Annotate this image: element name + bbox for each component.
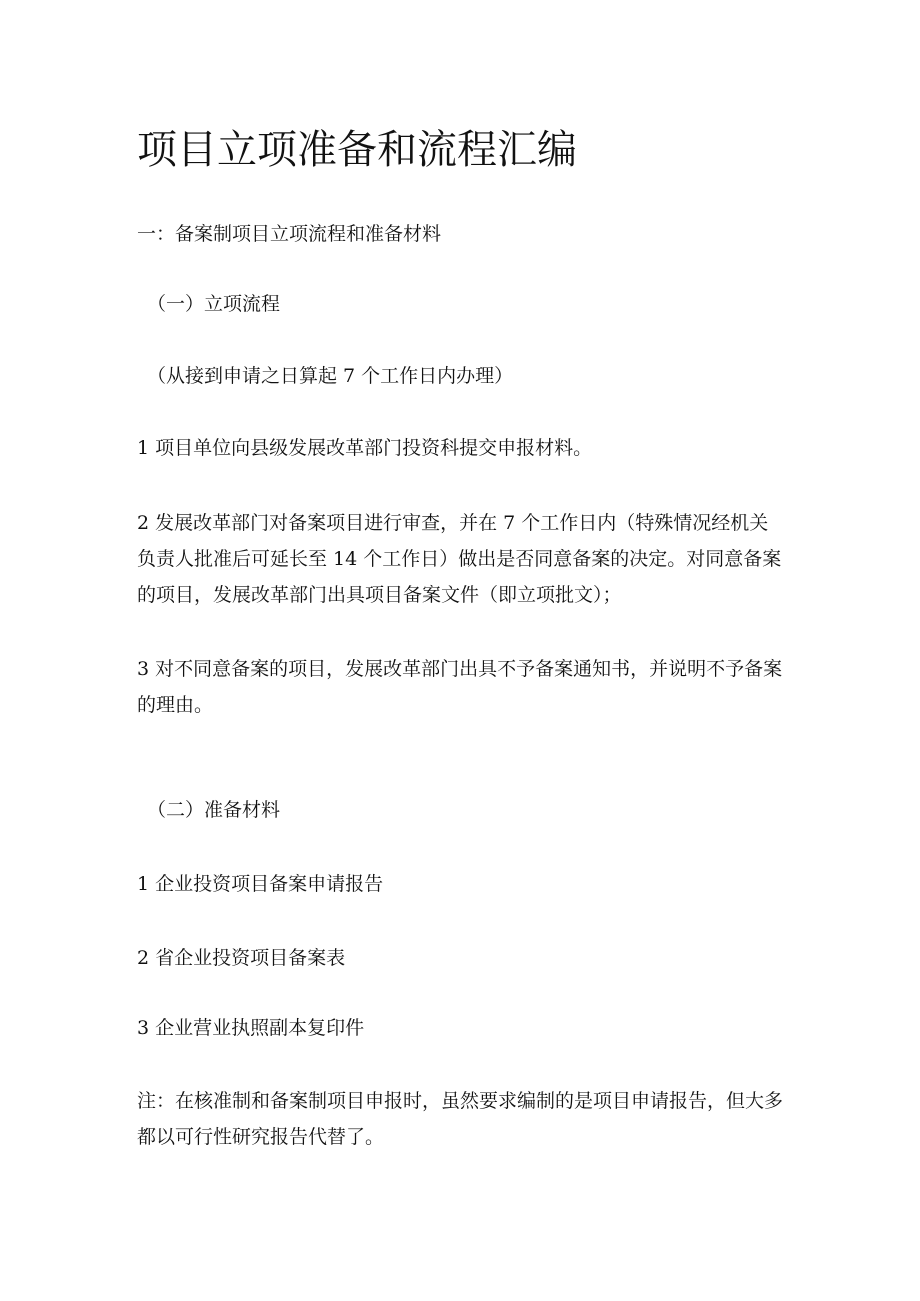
subsection-heading-process: （一）立项流程 [147,293,281,315]
process-step-2: 2 发展改革部门对备案项目进行审查，并在 7 个工作日内（特殊情况经机关负责人批准后可延长至 14 个工作日）做出是否同意备案的决定。对同意备案的项目，发展改革部门出具项目备案文件（即立项批文）； [137,512,782,606]
material-item-3: 3 企业营业执照副本复印件 [137,1017,365,1039]
process-step-3: 3 对不同意备案的项目，发展改革部门出具不予备案通知书，并说明不予备案的理由。 [137,658,783,716]
process-step-1: 1 项目单位向县级发展改革部门投资科提交申报材料。 [137,437,593,459]
subsection-heading-materials: （二）准备材料 [147,799,281,821]
document-title: 项目立项准备和流程汇编 [137,127,577,173]
footnote: 注：在核准制和备案制项目申报时，虽然要求编制的是项目申请报告，但大多都以可行性研究报告代替了。 [137,1090,784,1148]
material-item-2: 2 省企业投资项目备案表 [137,947,346,969]
section-heading: 一：备案制项目立项流程和准备材料 [137,223,442,245]
process-time-note: （从接到申请之日算起 7 个工作日内办理） [147,365,514,387]
material-item-1: 1 企业投资项目备案申请报告 [137,873,384,895]
